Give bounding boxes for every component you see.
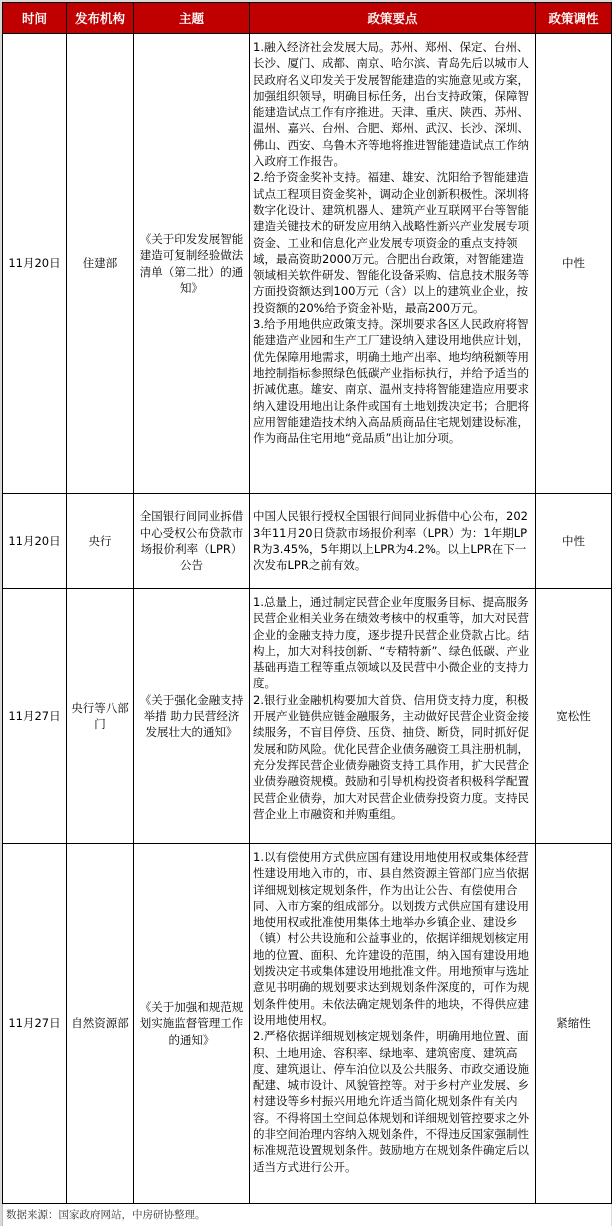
cell-tone: 宽松性 [536, 589, 612, 844]
policy-point: 1.总量上，通过制定民营企业年度服务目标、提高服务民营企业相关业务在绩效考核中的权重等，加大对民营企业的金融支持力度，逐步提升民营企业贷款占比。结构上，加大对科技创新、“专精特新”、绿色低碳、产业基础再造工程等重点领域以及民营中小微企业的支持力度。 [253, 595, 530, 691]
table-row [3, 589, 612, 844]
cell-tone: 中性 [536, 34, 612, 494]
header-points: 政策要点 [250, 3, 536, 34]
policy-table [2, 2, 612, 1204]
policy-point: 2.严格依据详细规划核定规划条件，明确用地位置、面积、土地用途、容积率、绿地率、建筑密度、建筑高度、建筑退让、停车泊位以及公共服务、市政交通设施配建、城市设计、风貌管控等。对于乡村产业发展、乡村建设等乡村振兴用地允许适当简化规划条件有关内容。不得将国土空间总体规划和详细规划管控要求之外的非空间治理内容纳入规划条件，不得违反国家强制性标准规范设置规划条件。鼓励地方在规划条件确定后以适当方式进行公开。 [253, 1029, 529, 1174]
cell-agency: 央行 [67, 494, 134, 589]
cell-agency: 自然资源部 [67, 844, 134, 1204]
cell-agency: 住建部 [67, 34, 134, 494]
cell-date: 11月20日 [3, 34, 67, 494]
policy-point: 中国人民银行授权全国银行间同业拆借中心公布，2023年11月20日贷款市场报价利率（LPR）为：1年期LPR为3.45%，5年期以上LPR为4.2%。以上LPR在下一次发布LPR之前有效。 [253, 509, 528, 573]
cell-agency: 央行等八部门 [67, 589, 134, 844]
policy-point: 3.给予用地供应政策支持。深圳要求各区人民政府将智能建造产业园和生产工厂建设纳入建设用地供应计划，优先保障用地需求，明确土地产出率、地均纳税额等用地控制指标参照绿色低碳产业指标执行，并给予适当的折减优惠。雄安、南京、温州支持将智能建造应用要求纳入建设用地出让条件或国有土地划拨决定书；合肥将应用智能建造技术纳入高品质商品住宅规划建设标准，作为商品住宅用地“竞品质”出让加分项。 [253, 317, 529, 446]
cell-date: 11月20日 [3, 494, 67, 589]
cell-tone: 紧缩性 [536, 844, 612, 1204]
policy-point: 1.融入经济社会发展大局。苏州、郑州、保定、台州、长沙、厦门、成都、南京、哈尔滨、青岛先后以城市人民政府名义印发关于发展智能建造的实施意见或方案，加强组织领导，明确目标任务，出台支持政策，保障智能建造试点工作有序推进。天津、重庆、陕西、苏州、温州、嘉兴、台州、合肥、郑州、武汉、长沙、深圳、佛山、西安、乌鲁木齐等地将推进智能建造试点工作纳入政府工作报告。 [253, 40, 529, 169]
cell-topic: 《关于加强和规范规划实施监督管理工作的通知》 [134, 844, 250, 1204]
policy-point: 2.给予资金奖补支持。福建、雄安、沈阳给予智能建造试点工程项目资金奖补，调动企业创新积极性。深圳将数字化设计、建筑机器人、建筑产业互联网平台等智能建造关键技术的研发应用纳入战略性新兴产业发展专项资金、工业和信息化产业发展专项资金的重点支持领域，最高资助2000万元。合肥出台政策，对智能建造领域相关软件研发、智能化设备采购、信息技术服务等方面投资额达到100万元（含）以上的建筑业企业，按投资额的20%给予资金补贴，最高200万元。 [253, 170, 529, 315]
cell-points [250, 589, 536, 844]
cell-points [250, 494, 536, 589]
header-topic: 主题 [134, 3, 250, 34]
header-agency: 发布机构 [67, 3, 134, 34]
data-source-note: 数据来源：国家政府网站，中房研协整理。 [2, 1204, 611, 1226]
table-row [3, 34, 612, 494]
table-row [3, 494, 612, 589]
header-date: 时间 [3, 3, 67, 34]
cell-date: 11月27日 [3, 589, 67, 844]
cell-tone: 中性 [536, 494, 612, 589]
header-tone: 政策调性 [536, 3, 612, 34]
cell-topic: 《关于强化金融支持举措 助力民营经济发展壮大的通知》 [134, 589, 250, 844]
table-row [3, 844, 612, 1204]
cell-topic: 全国银行间同业拆借中心受权公布贷款市场报价利率（LPR）公告 [134, 494, 250, 589]
cell-date: 11月27日 [3, 844, 67, 1204]
cell-topic: 《关于印发发展智能建造可复制经验做法清单（第二批）的通知》 [134, 34, 250, 494]
cell-points [250, 844, 536, 1204]
policy-sheet [2, 2, 611, 1226]
cell-points [250, 34, 536, 494]
policy-point: 2.银行业金融机构要加大首贷、信用贷支持力度，积极开展产业链供应链金融服务，主动做好民营企业资金接续服务，不盲目停贷、压贷、抽贷、断贷，同时抓好促发展和防风险。优化民营企业债务融资工具注册机制，充分发挥民营企业债券融资支持工具作用，扩大民营企业债券融资规模。鼓励和引导机构投资者积极科学配置民营企业债券，加大对民营企业债券投资力度。支持民营企业上市融资和并购重组。 [253, 692, 529, 821]
table-header-row [3, 3, 612, 34]
policy-point: 1.以有偿使用方式供应国有建设用地使用权或集体经营性建设用地入市的，市、县自然资源主管部门应当依据详细规划核定规划条件，作为出让公告、有偿使用合同、入市方案的组成部分。以划拨方式供应国有建设用地使用权或批准使用集体土地举办乡镇企业、建设乡（镇）村公共设施和公益事业的，依据详细规划核定用地的位置、面积、允许建设的范围，纳入国有建设用地划拨决定书或集体建设用地批准文件。用地预审与选址意见书明确的规划要求达到规划条件深度的，可作为规划条件使用。未依法确定规划条件的地块，不得供应建设用地使用权。 [253, 850, 529, 1027]
